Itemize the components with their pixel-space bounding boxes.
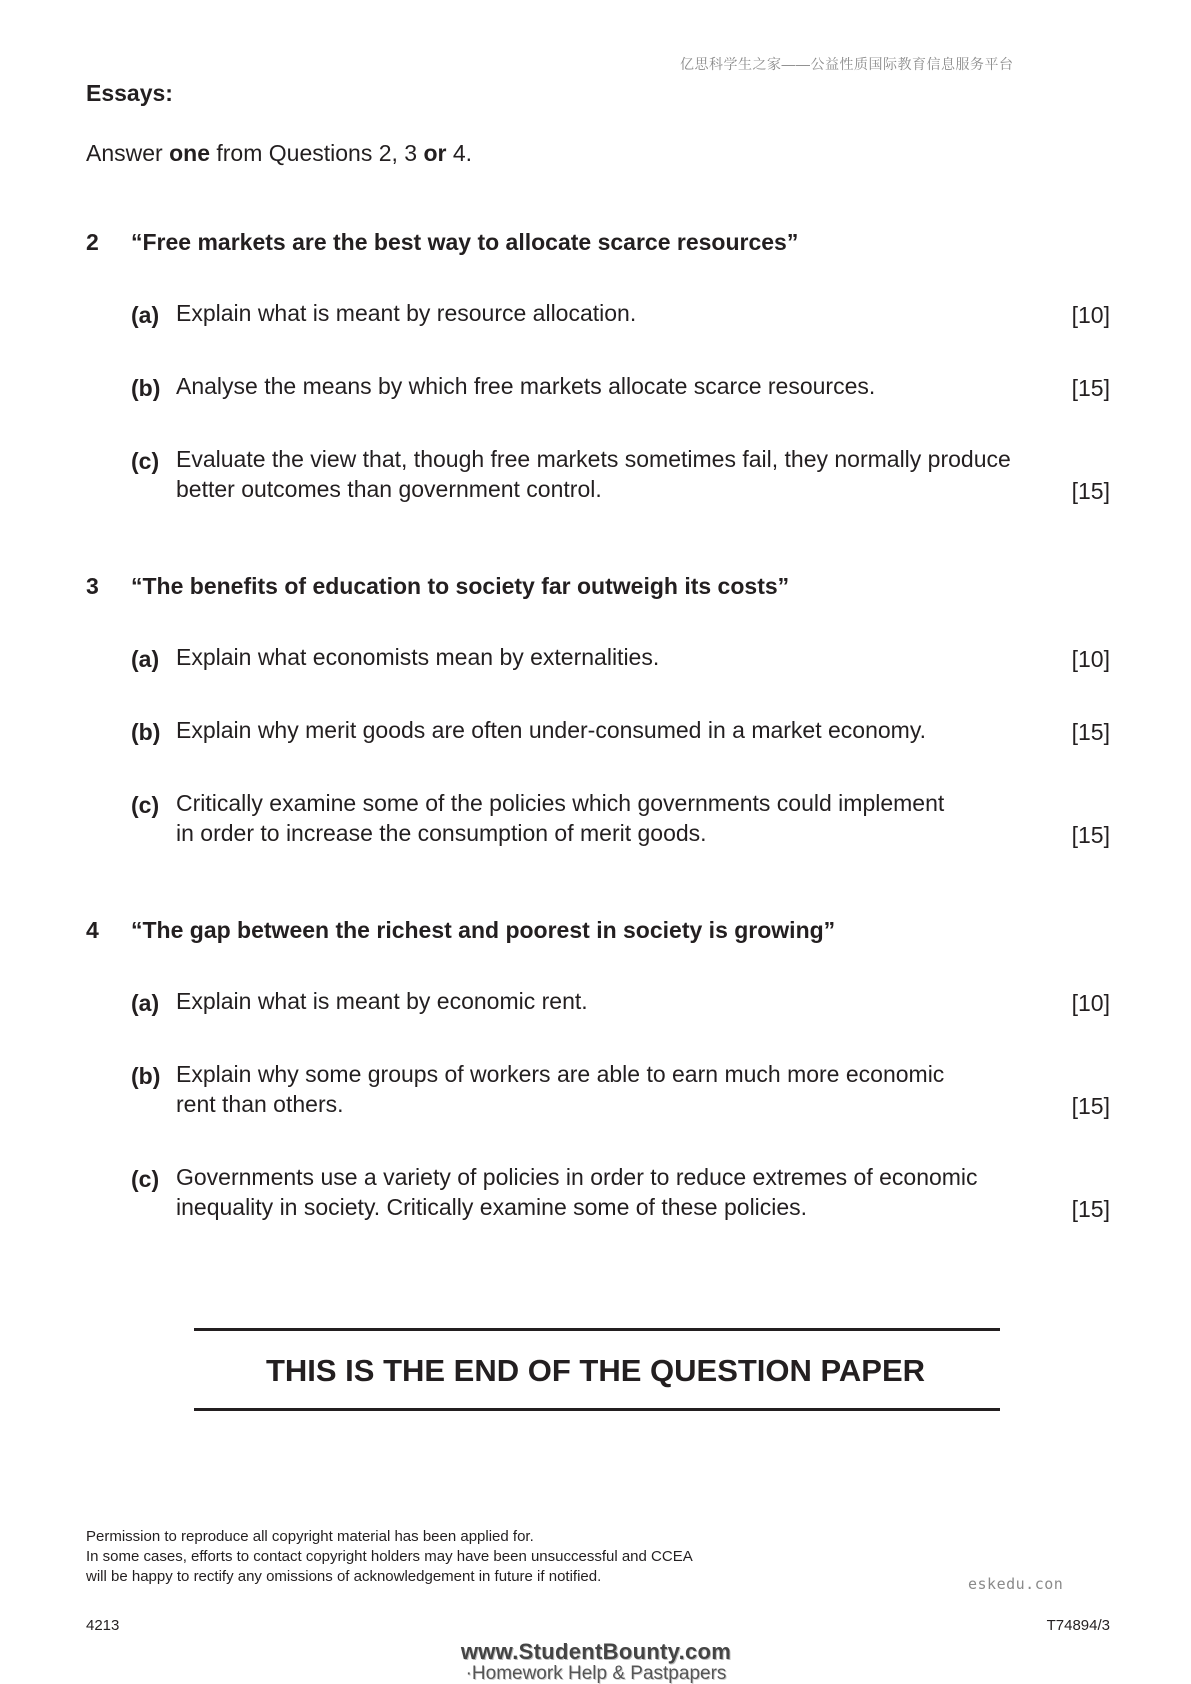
mark: [15] xyxy=(1071,375,1110,401)
logo-line1: www.StudentBounty.com xyxy=(460,1639,732,1664)
divider-top xyxy=(194,1328,1000,1331)
section-heading: Essays: xyxy=(86,80,173,106)
part-text-line1: Critically examine some of the policies which governments could implement xyxy=(176,790,945,816)
mark: [10] xyxy=(1071,990,1110,1016)
instructions-mid: from Questions 2, 3 xyxy=(209,140,424,166)
permission-notice xyxy=(86,1527,786,1587)
part-label: (a) xyxy=(131,302,160,328)
divider-bottom xyxy=(194,1408,1000,1411)
permission-line: will be happy to rectify any omissions of acknowledgement in future if notified. xyxy=(86,1568,602,1585)
part-text: Explain what is meant by economic rent. xyxy=(176,988,588,1014)
end-notice: THIS IS THE END OF THE QUESTION PAPER xyxy=(265,1353,926,1388)
question-number: 4 xyxy=(86,917,99,943)
question-title: “The gap between the richest and poorest in society is growing” xyxy=(131,917,836,943)
question-number: 3 xyxy=(86,573,99,599)
studentbounty-logo xyxy=(446,1640,746,1684)
watermark-header: 亿思科学生之家——公益性质国际教育信息服务平台 xyxy=(680,56,1014,72)
part-label: (c) xyxy=(131,792,160,818)
part-label: (c) xyxy=(131,1166,160,1192)
part-text-line1: Explain why some groups of workers are able to earn much more economic xyxy=(176,1061,945,1087)
part-label: (c) xyxy=(131,448,160,474)
mark: [15] xyxy=(1071,478,1110,504)
instructions-pre: Answer xyxy=(86,140,170,166)
part-text-line2: inequality in society. Critically examine some of these policies. xyxy=(176,1194,808,1220)
part-label: (b) xyxy=(131,719,161,745)
instructions xyxy=(86,140,472,167)
part-text: Analyse the means by which free markets allocate scarce resources. xyxy=(176,373,876,399)
part-text: Explain why merit goods are often under-consumed in a market economy. xyxy=(176,717,927,743)
permission-line: Permission to reproduce all copyright material has been applied for. xyxy=(86,1528,534,1545)
paper-code: 4213 xyxy=(86,1617,120,1634)
part-label: (a) xyxy=(131,646,160,672)
mark: [15] xyxy=(1071,1196,1110,1222)
mark: [15] xyxy=(1071,1093,1110,1119)
question-title: “Free markets are the best way to allocate scarce resources” xyxy=(131,229,799,255)
part-label: (a) xyxy=(131,990,160,1016)
part-label: (b) xyxy=(131,1063,161,1089)
question-title: “The benefits of education to society far outweigh its costs” xyxy=(131,573,790,599)
part-text-line1: Evaluate the view that, though free markets sometimes fail, they normally produce xyxy=(176,446,1011,472)
part-text-line2: better outcomes than government control. xyxy=(176,476,602,502)
part-text: Explain what economists mean by externalities. xyxy=(176,644,660,670)
part-text-line2: in order to increase the consumption of merit goods. xyxy=(176,820,707,846)
document-reference: T74894/3 xyxy=(1046,1617,1110,1634)
instructions-bold-one: one xyxy=(169,140,210,166)
question-number: 2 xyxy=(86,229,99,255)
permission-line: In some cases, efforts to contact copyright holders may have been unsuccessful and CCEA xyxy=(86,1548,693,1565)
part-text-line2: rent than others. xyxy=(176,1091,344,1117)
part-text: Explain what is meant by resource allocation. xyxy=(176,300,637,326)
part-text-line1: Governments use a variety of policies in order to reduce extremes of economic xyxy=(176,1164,978,1190)
eskedu-watermark: eskedu.con xyxy=(968,1575,1064,1593)
logo-line2: ·Homework Help & Pastpapers xyxy=(465,1663,727,1684)
instructions-bold-or: or xyxy=(423,140,447,166)
mark: [10] xyxy=(1071,646,1110,672)
part-label: (b) xyxy=(131,375,161,401)
mark: [10] xyxy=(1071,302,1110,328)
instructions-post: 4. xyxy=(446,140,473,166)
mark: [15] xyxy=(1071,719,1110,745)
mark: [15] xyxy=(1071,822,1110,848)
